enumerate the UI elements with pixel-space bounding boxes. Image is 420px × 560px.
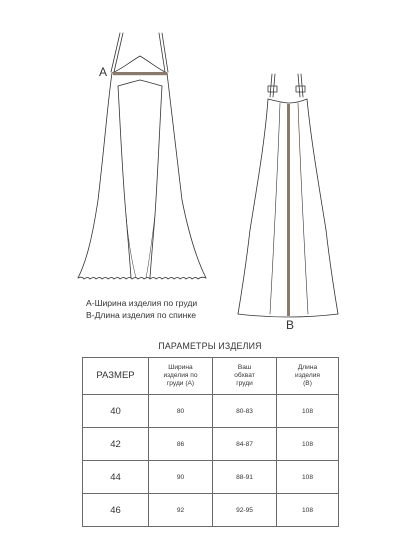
front-hem <box>78 277 206 279</box>
front-right-strap <box>162 33 168 72</box>
header-width: Ширина изделия по груди (А) <box>149 358 213 395</box>
header-size: РАЗМЕР <box>83 358 149 395</box>
dress-front-sketch <box>78 33 206 279</box>
table-row <box>83 494 339 527</box>
cell-size: 42 <box>83 428 149 461</box>
cell-length: 108 <box>277 461 339 494</box>
back-left-strap <box>270 74 272 97</box>
cell-girth: 92-95 <box>213 494 277 527</box>
back-right-strap <box>301 74 303 97</box>
front-left-side <box>78 73 112 278</box>
header-girth: Ваш обхват груди <box>213 358 277 395</box>
back-right-side <box>307 99 338 314</box>
measure-b-bar <box>287 104 290 316</box>
cell-size: 46 <box>83 494 149 527</box>
cell-width: 80 <box>149 395 213 428</box>
table-row <box>83 428 339 461</box>
cell-girth: 84-87 <box>213 428 277 461</box>
cell-length: 108 <box>277 428 339 461</box>
marker-b: B <box>286 318 295 332</box>
cell-width: 86 <box>149 428 213 461</box>
legend-a: А-Ширина изделия по груди <box>86 298 198 308</box>
cell-width: 90 <box>149 461 213 494</box>
size-table <box>82 357 339 527</box>
table-header-row <box>83 358 339 395</box>
back-left-side <box>238 99 268 314</box>
legend-b: В-Длина изделия по спинке <box>86 310 197 320</box>
cell-size: 44 <box>83 461 149 494</box>
cell-girth: 80-83 <box>213 395 277 428</box>
cell-width: 92 <box>149 494 213 527</box>
cell-length: 108 <box>277 494 339 527</box>
table-row <box>83 395 339 428</box>
table-title: ПАРАМЕТРЫ ИЗДЕЛИЯ <box>158 341 262 351</box>
measure-a-bar <box>113 72 167 75</box>
table-row <box>83 461 339 494</box>
measurement-legend <box>86 297 197 321</box>
front-right-side <box>167 73 206 278</box>
marker-a: A <box>99 65 108 79</box>
cell-length: 108 <box>277 395 339 428</box>
header-length: Длина изделия (В) <box>277 358 339 395</box>
cell-girth: 88-91 <box>213 461 277 494</box>
cell-size: 40 <box>83 395 149 428</box>
